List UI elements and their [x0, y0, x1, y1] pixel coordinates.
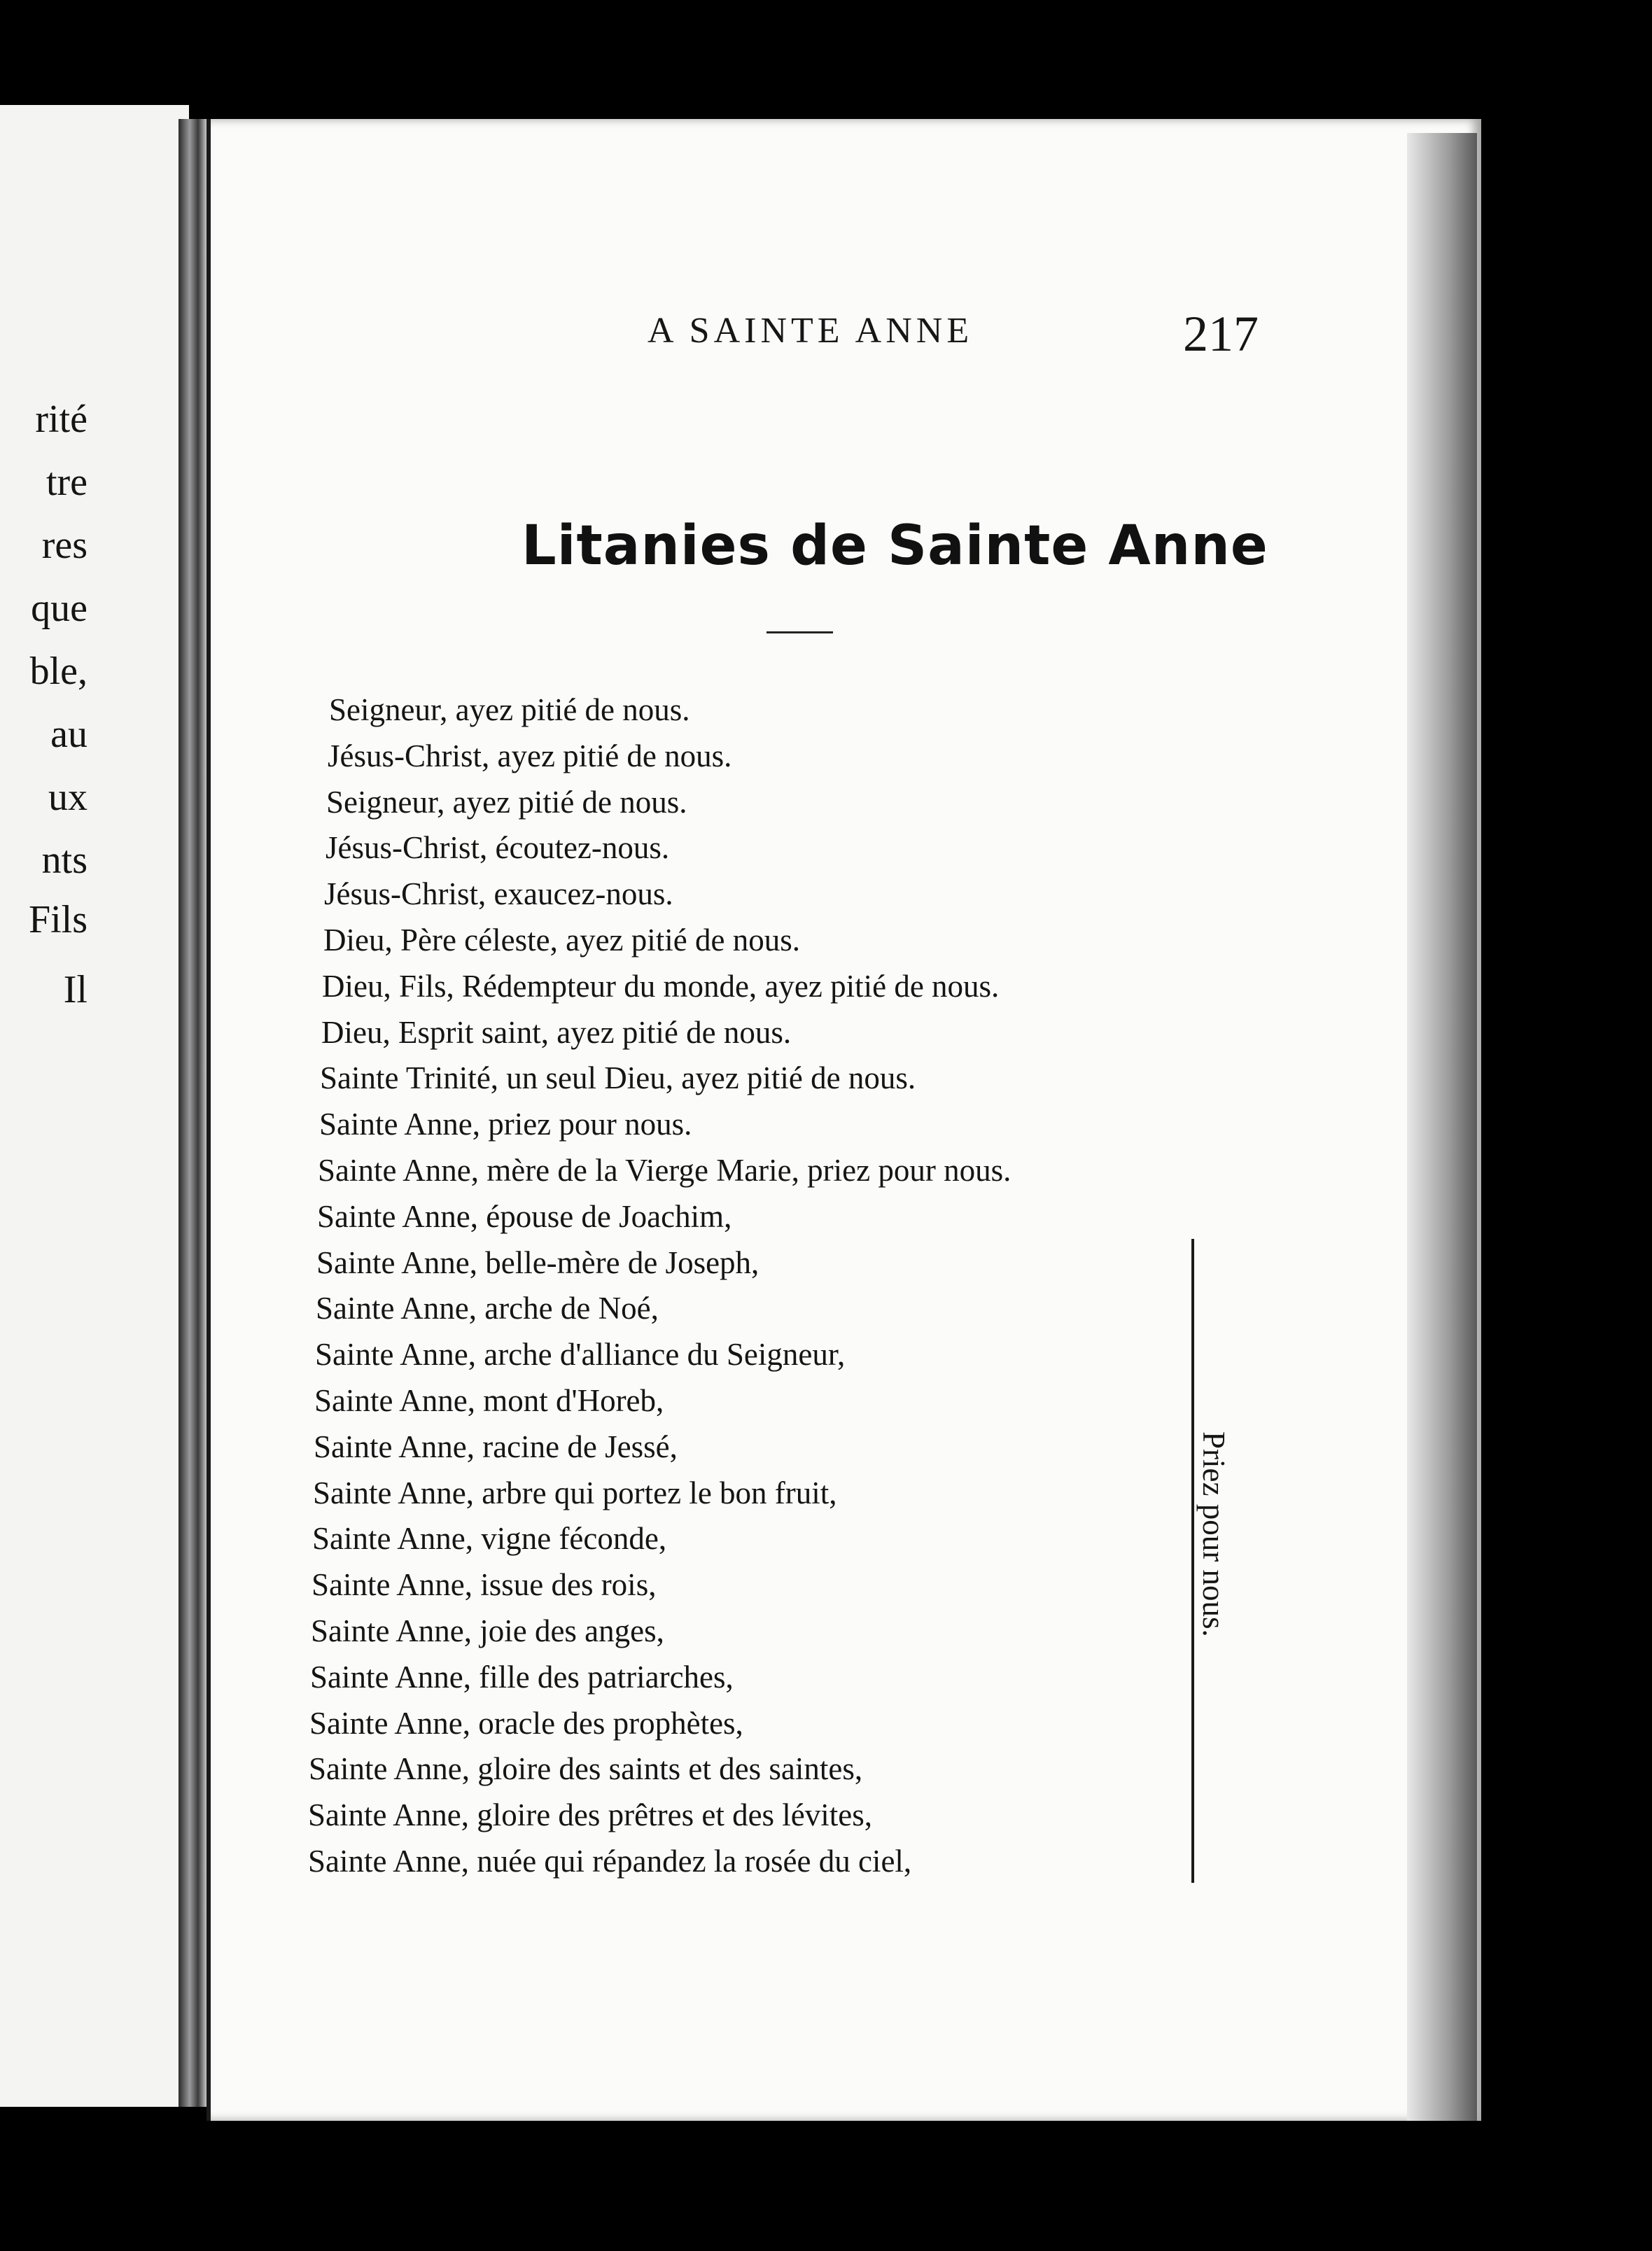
- litany-line: Sainte Anne, racine de Jessé,: [314, 1429, 678, 1464]
- litany-line: Dieu, Esprit saint, ayez pitié de nous.: [321, 1014, 792, 1050]
- litany-line: Seigneur, ayez pitié de nous.: [326, 784, 687, 820]
- litany-line: Sainte Anne, mont d'Horeb,: [314, 1382, 664, 1418]
- litany-line: Sainte Anne, oracle des prophètes,: [309, 1705, 743, 1741]
- litany-line: Sainte Anne, issue des rois,: [312, 1567, 657, 1603]
- left-page-fragment: ux: [48, 776, 88, 819]
- left-page-fragment: Fils: [28, 898, 88, 941]
- litany-line: Sainte Anne, arbre qui portez le bon fruit,: [313, 1475, 837, 1510]
- litany-line: Sainte Anne, belle-mère de Joseph,: [316, 1244, 760, 1280]
- litany-line: Sainte Anne, arche de Noé,: [316, 1291, 659, 1326]
- litany-line: Jésus-Christ, exaucez-nous.: [324, 876, 673, 912]
- running-head: A SAINTE ANNE: [648, 311, 974, 351]
- page-edge: [1407, 133, 1477, 2121]
- left-page-fragment: Il: [63, 968, 88, 1011]
- book-gutter: [178, 119, 206, 2107]
- litany-line: Sainte Anne, nuée qui répandez la rosée du ciel,: [308, 1843, 912, 1879]
- litany-line: Sainte Trinité, un seul Dieu, ayez pitié de nous.: [320, 1060, 916, 1096]
- litany-line: Dieu, Père céleste, ayez pitié de nous.: [323, 922, 800, 958]
- page-title: Litanies de Sainte Anne: [522, 514, 1268, 577]
- litany-line: Sainte Anne, gloire des prêtres et des lévites,: [308, 1797, 873, 1833]
- grouping-brace: [1170, 1239, 1194, 1883]
- litany-line: Jésus-Christ, ayez pitié de nous.: [328, 738, 732, 773]
- litany-line: Jésus-Christ, écoutez-nous.: [326, 830, 670, 866]
- litany-line: Sainte Anne, arche d'alliance du Seigneur,: [315, 1337, 846, 1373]
- left-page-fragment: au: [50, 713, 88, 756]
- litany-line: Sainte Anne, fille des patriarches,: [310, 1659, 734, 1695]
- litany-line: Sainte Anne, vigne féconde,: [312, 1521, 667, 1557]
- title-divider: [766, 631, 833, 633]
- litany-text: [308, 687, 1232, 1885]
- litany-line: Sainte Anne, épouse de Joachim,: [317, 1198, 732, 1234]
- litany-line: Seigneur, ayez pitié de nous.: [329, 692, 690, 727]
- left-page-fragment: nts: [41, 839, 88, 882]
- litany-line: Sainte Anne, mère de la Vierge Marie, priez pour nous.: [318, 1152, 1011, 1188]
- page-number: 217: [1183, 306, 1259, 362]
- litany-line: Sainte Anne, joie des anges,: [311, 1613, 664, 1648]
- left-page-fragment: res: [41, 524, 88, 567]
- left-page-fragment: ble,: [29, 650, 88, 693]
- left-page-fragment: tre: [46, 461, 88, 504]
- litany-line: Dieu, Fils, Rédempteur du monde, ayez pitié de nous.: [322, 968, 1000, 1004]
- left-page-fragment: rité: [35, 398, 88, 441]
- litany-line: Sainte Anne, priez pour nous.: [319, 1107, 692, 1142]
- response-label: Priez pour nous.: [1196, 1431, 1231, 1637]
- litany-line: Sainte Anne, gloire des saints et des saintes,: [309, 1751, 863, 1787]
- left-page-fragment: que: [31, 587, 88, 630]
